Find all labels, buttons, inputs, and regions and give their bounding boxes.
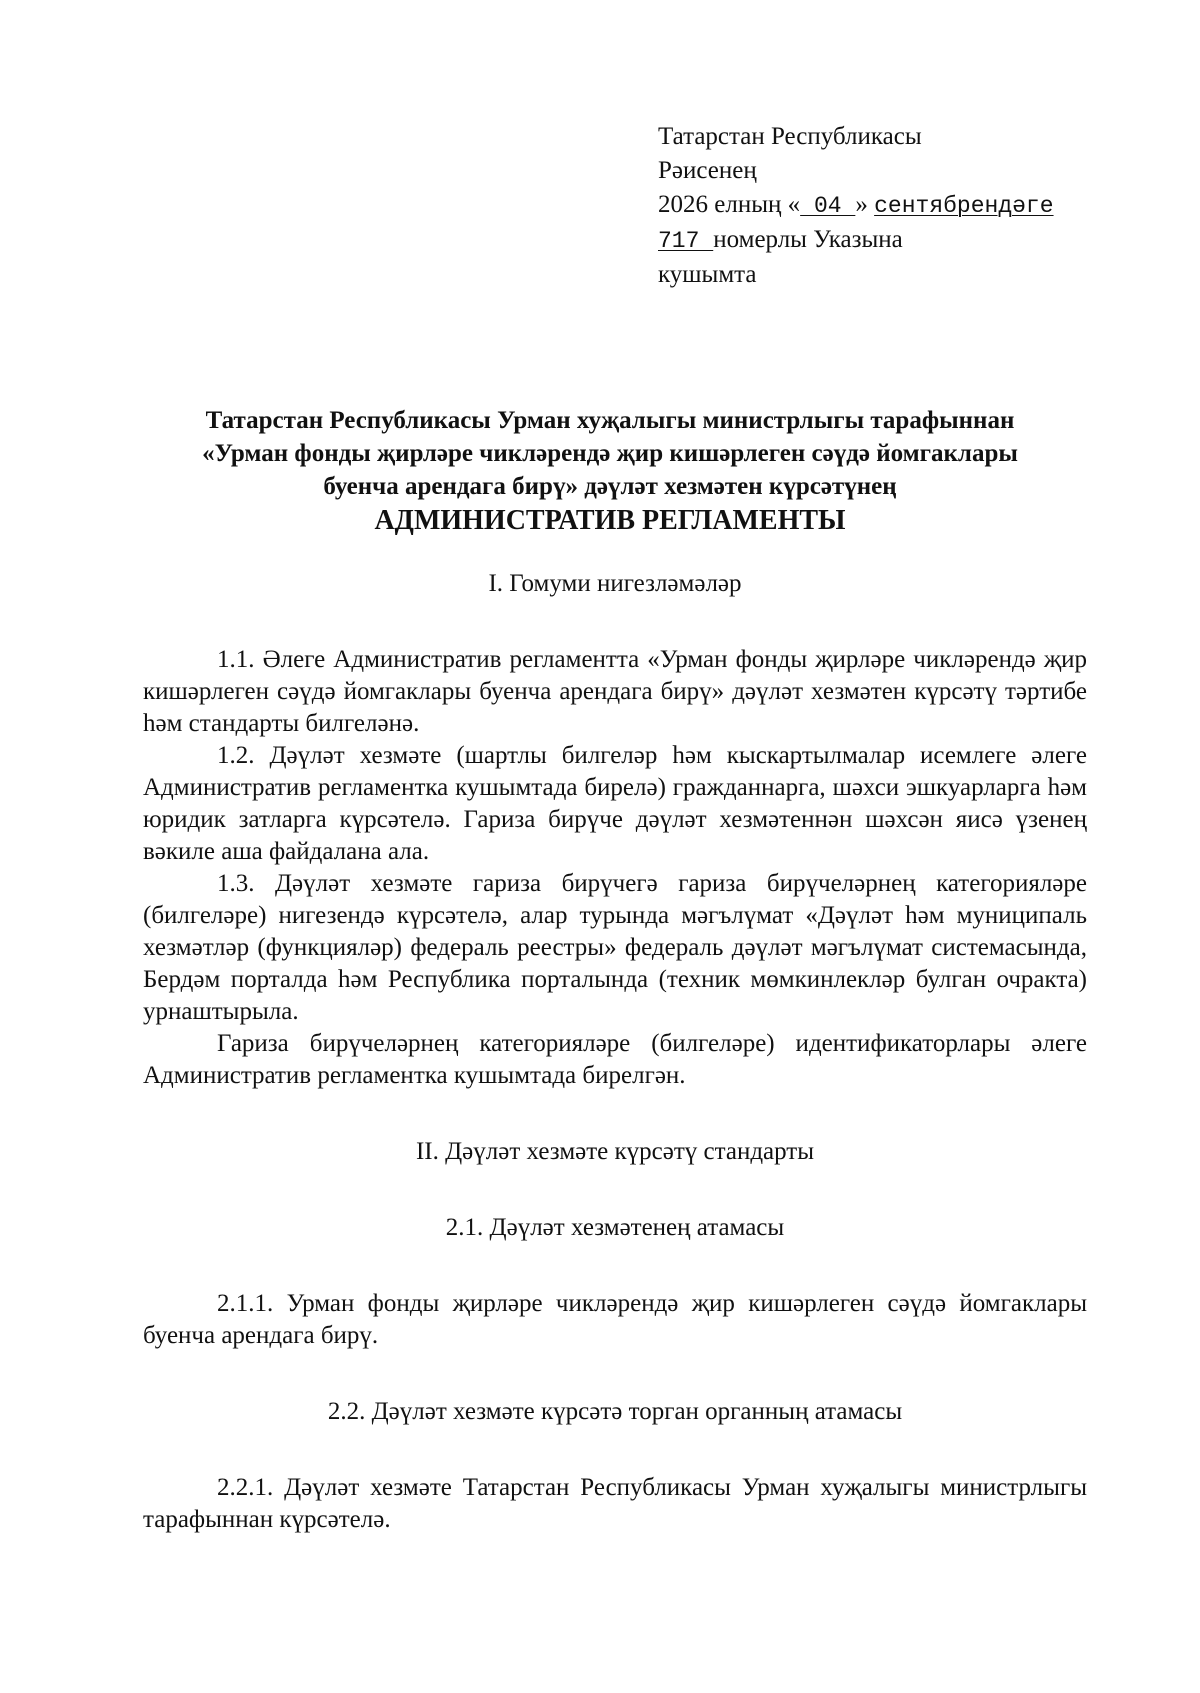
paragraph-2-2-1: 2.2.1. Дәүләт хезмәте Татарстан Республикасы Урман хуҗалыгы министрлыгы тарафыннан күрсәтелә. bbox=[143, 1474, 1087, 1533]
document-title bbox=[120, 404, 1100, 539]
title-line-3: буенча арендага бирү» дәүләт хезмәтен күрсәтүнең bbox=[323, 473, 897, 500]
annex-month: сентябрендәге bbox=[874, 193, 1054, 219]
annex-block bbox=[658, 120, 1178, 292]
annex-number: 717 bbox=[658, 228, 714, 254]
annex-number-suffix: номерлы Указына bbox=[713, 226, 903, 253]
annex-line-5: кушымта bbox=[658, 261, 757, 288]
title-line-2: «Урман фонды җирләре чикләрендә җир кишәрлеген сәүдә йомгаклары bbox=[202, 440, 1018, 467]
paragraph-1-1: 1.1. Әлеге Административ регламентта «Урман фонды җирләре чикләрендә җир кишәрлеген сәүдә йомгаклары буенча арендага бирү» дәүләт хезмәтен күрсәтү тәртибе һәм стандарты билгеләнә. bbox=[143, 646, 1087, 737]
section-1-heading: I. Гомуми нигезләмәләр bbox=[488, 570, 742, 597]
section-2-heading: II. Дәүләт хезмәте күрсәтү стандарты bbox=[415, 1138, 815, 1165]
section-2-2-heading: 2.2. Дәүләт хезмәте күрсәтә торган органның атамасы bbox=[327, 1398, 903, 1425]
paragraph-1-3-continued: Гариза бирүчеләрнең категорияләре (билгеләре) идентификаторлары әлеге Административ регламентка кушымтада бирелгән. bbox=[143, 1030, 1087, 1089]
document-body bbox=[143, 568, 1087, 1536]
annex-day: 04 bbox=[800, 193, 856, 219]
title-line-4: АДМИНИСТРАТИВ РЕГЛАМЕНТЫ bbox=[374, 505, 846, 536]
annex-line-1: Татарстан Республикасы bbox=[658, 123, 922, 150]
annex-line-2: Рәисенең bbox=[658, 157, 757, 184]
paragraph-2-1-1: 2.1.1. Урман фонды җирләре чикләрендә җир кишәрлеген сәүдә йомгаклары буенча арендага бирү. bbox=[143, 1290, 1087, 1349]
annex-year-prefix: 2026 елның « bbox=[658, 191, 801, 218]
title-line-1: Татарстан Республикасы Урман хуҗалыгы министрлыгы тарафыннан bbox=[205, 407, 1015, 434]
section-2-1-heading: 2.1. Дәүләт хезмәтенең атамасы bbox=[445, 1214, 785, 1241]
annex-day-suffix: » bbox=[855, 191, 875, 218]
paragraph-1-2: 1.2. Дәүләт хезмәте (шартлы билгеләр һәм кыскартылмалар исемлеге әлеге Административ регламентка кушымтада бирелә) гражданнарга, шәхси эшкуарларга һәм юридик затларга күрсәтелә. Гариза бирүче дәүләт хезмәтеннән шәхсән яисә үзенең вәкиле аша файдалана ала. bbox=[143, 742, 1087, 865]
annex-number-line bbox=[658, 223, 1178, 258]
paragraph-1-3: 1.3. Дәүләт хезмәте гариза бирүчегә гариза бирүчеләрнең категорияләре (билгеләре) нигезендә күрсәтелә, алар турында мәгълүмат «Дәүләт һәм муниципаль хезмәтләр (функцияләр) федераль реестры» федераль дәүләт мәгълүмат системасында, Бердәм порталда һәм Республика порталында (техник мөмкинлекләр булган очракта) урнаштырыла. bbox=[143, 870, 1087, 1025]
annex-date-line bbox=[658, 188, 1178, 223]
